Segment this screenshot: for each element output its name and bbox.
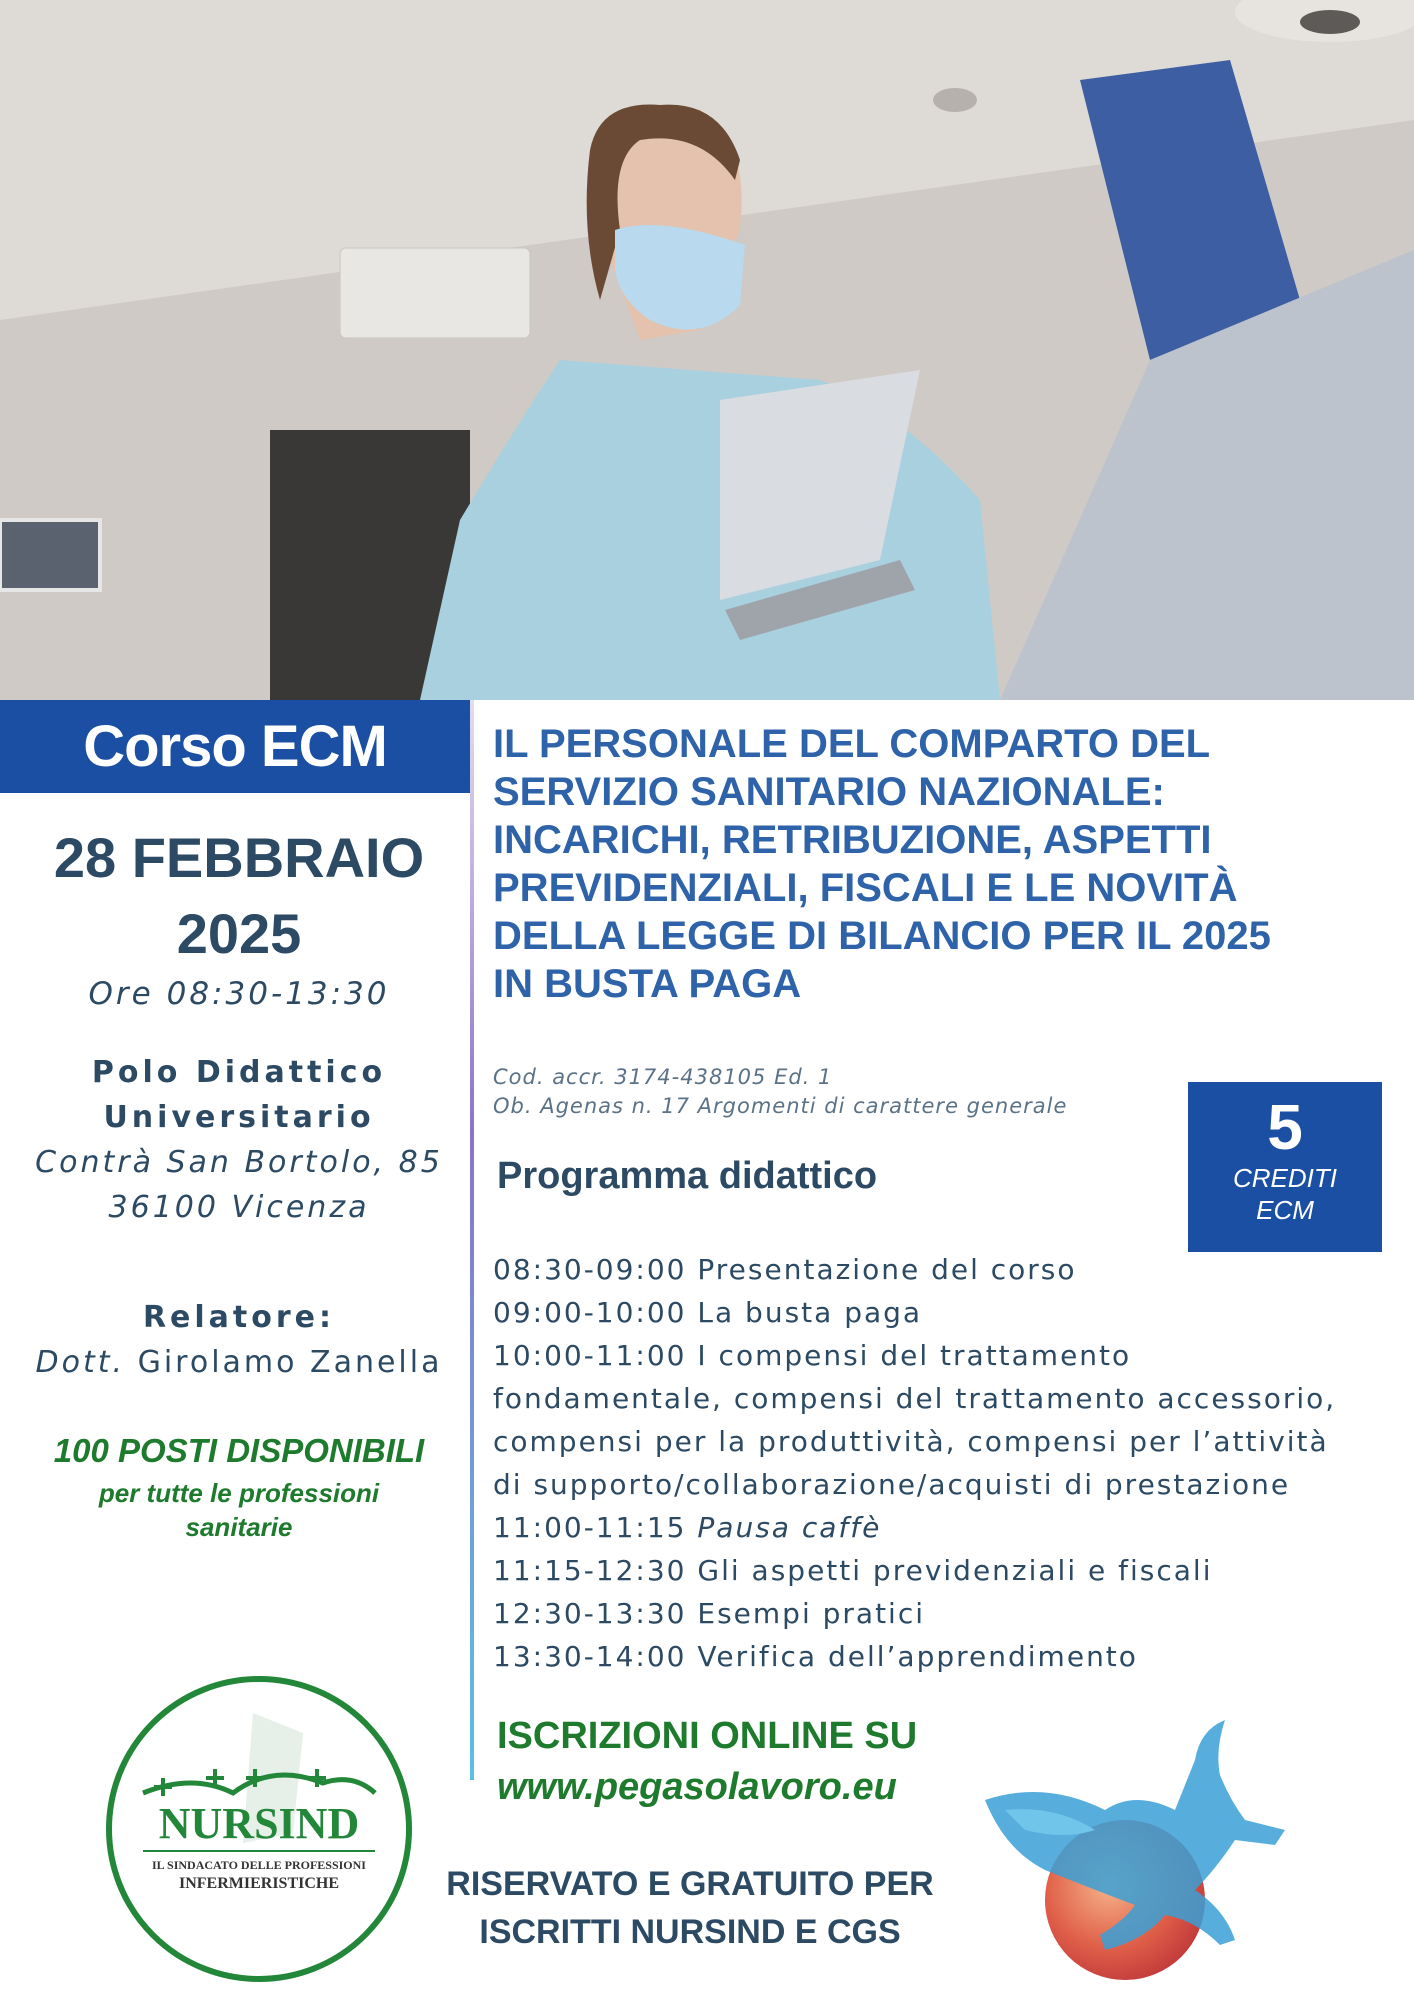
program-list [493,1248,1398,1678]
pegaso-logo [985,1720,1305,1980]
credits-label: CREDITI [1233,1163,1337,1193]
speaker-title: Dott. [35,1345,126,1380]
reserved-line-2: ISCRITTI NURSIND E CGS [479,1913,901,1951]
agenas-objective: Ob. Agenas n. 17 Argomenti di carattere generale [493,1094,1068,1118]
venue-line-1: Polo Didattico [91,1055,387,1090]
address-line-1: Contrà San Bortolo, 85 [35,1145,443,1180]
seats-audience-2: sanitarie [185,1512,293,1542]
program-line: 11:15-12:30 Gli aspetti previdenziali e fiscali [493,1554,1213,1587]
seats-audience-1: per tutte le professioni [98,1478,380,1508]
date-line-1: 28 FEBBRAIO [53,826,425,889]
title-line: IN BUSTA PAGA [493,962,802,1006]
speaker-name [0,1345,478,1380]
column-divider [470,700,474,1780]
signup-label: ISCRIZIONI ONLINE SU [497,1715,918,1757]
credits-unit: ECM [1256,1195,1314,1225]
title-line: DELLA LEGGE DI BILANCIO PER IL 2025 [493,914,1271,958]
speaker-label: Relatore: [142,1300,336,1335]
title-line: SERVIZIO SANITARIO NAZIONALE: [493,770,1165,814]
venue-line-2: Universitario [103,1100,375,1135]
nurse-illustration [0,0,1414,700]
program-line: 12:30-13:30 Esempi pratici [493,1597,925,1630]
nursind-logo [103,1673,415,1985]
nursind-tagline-1: IL SINDACATO DELLE PROFESSIONI [152,1858,366,1872]
event-details [0,820,478,1544]
accreditation-info [493,1063,1067,1121]
signup-url-link[interactable]: www.pegasolavoro.eu [497,1766,897,1808]
date-line-2: 2025 [176,902,302,965]
break-time: 11:00-11:15 [493,1511,687,1544]
program-title: Programma didattico [497,1155,878,1197]
program-line: 08:30-09:00 Presentazione del corso [493,1253,1077,1286]
seats-count: 100 POSTI DISPONIBILI [53,1432,425,1469]
program-line: fondamentale, compensi del trattamento accessorio, [493,1382,1337,1415]
title-line: PREVIDENZIALI, FISCALI E LE NOVITÀ [493,866,1238,910]
program-line: 10:00-11:00 I compensi del trattamento [493,1339,1132,1372]
address-line-2: 36100 Vicenza [108,1190,370,1225]
program-line: 13:30-14:00 Verifica dell’apprendimento [493,1640,1138,1673]
nursind-wordmark: NURSIND [158,1799,360,1848]
program-break [493,1506,1398,1549]
event-hours: Ore 08:30-13:30 [88,976,390,1012]
header-photo [0,0,1414,700]
accreditation-code: Cod. accr. 3174-438105 Ed. 1 [493,1065,833,1089]
event-date [0,820,478,972]
signup-info [497,1715,917,1809]
available-seats [0,1432,478,1544]
program-line: 09:00-10:00 La busta paga [493,1296,923,1329]
corso-ecm-banner [0,700,470,793]
venue-address [0,1140,478,1230]
reserved-notice [400,1860,980,1956]
venue-name [0,1050,478,1140]
break-label: Pausa caffè [697,1511,882,1544]
program-line: compensi per la produttività, compensi per l’attività [493,1425,1329,1458]
corso-ecm-label: Corso ECM [83,714,387,779]
title-line: IL PERSONALE DEL COMPARTO DEL [493,722,1211,766]
nursind-tagline-2: INFERMIERISTICHE [178,1875,340,1892]
pegasus-icon [985,1720,1285,1950]
speaker-fullname: Girolamo Zanella [137,1345,443,1380]
title-line: INCARICHI, RETRIBUZIONE, ASPETTI [493,818,1212,862]
credits-badge [1188,1082,1382,1252]
course-title [493,720,1393,1008]
program-line: di supporto/collaborazione/acquisti di prestazione [493,1468,1291,1501]
reserved-line-1: RISERVATO E GRATUITO PER [446,1865,934,1903]
credits-number: 5 [1267,1091,1303,1163]
